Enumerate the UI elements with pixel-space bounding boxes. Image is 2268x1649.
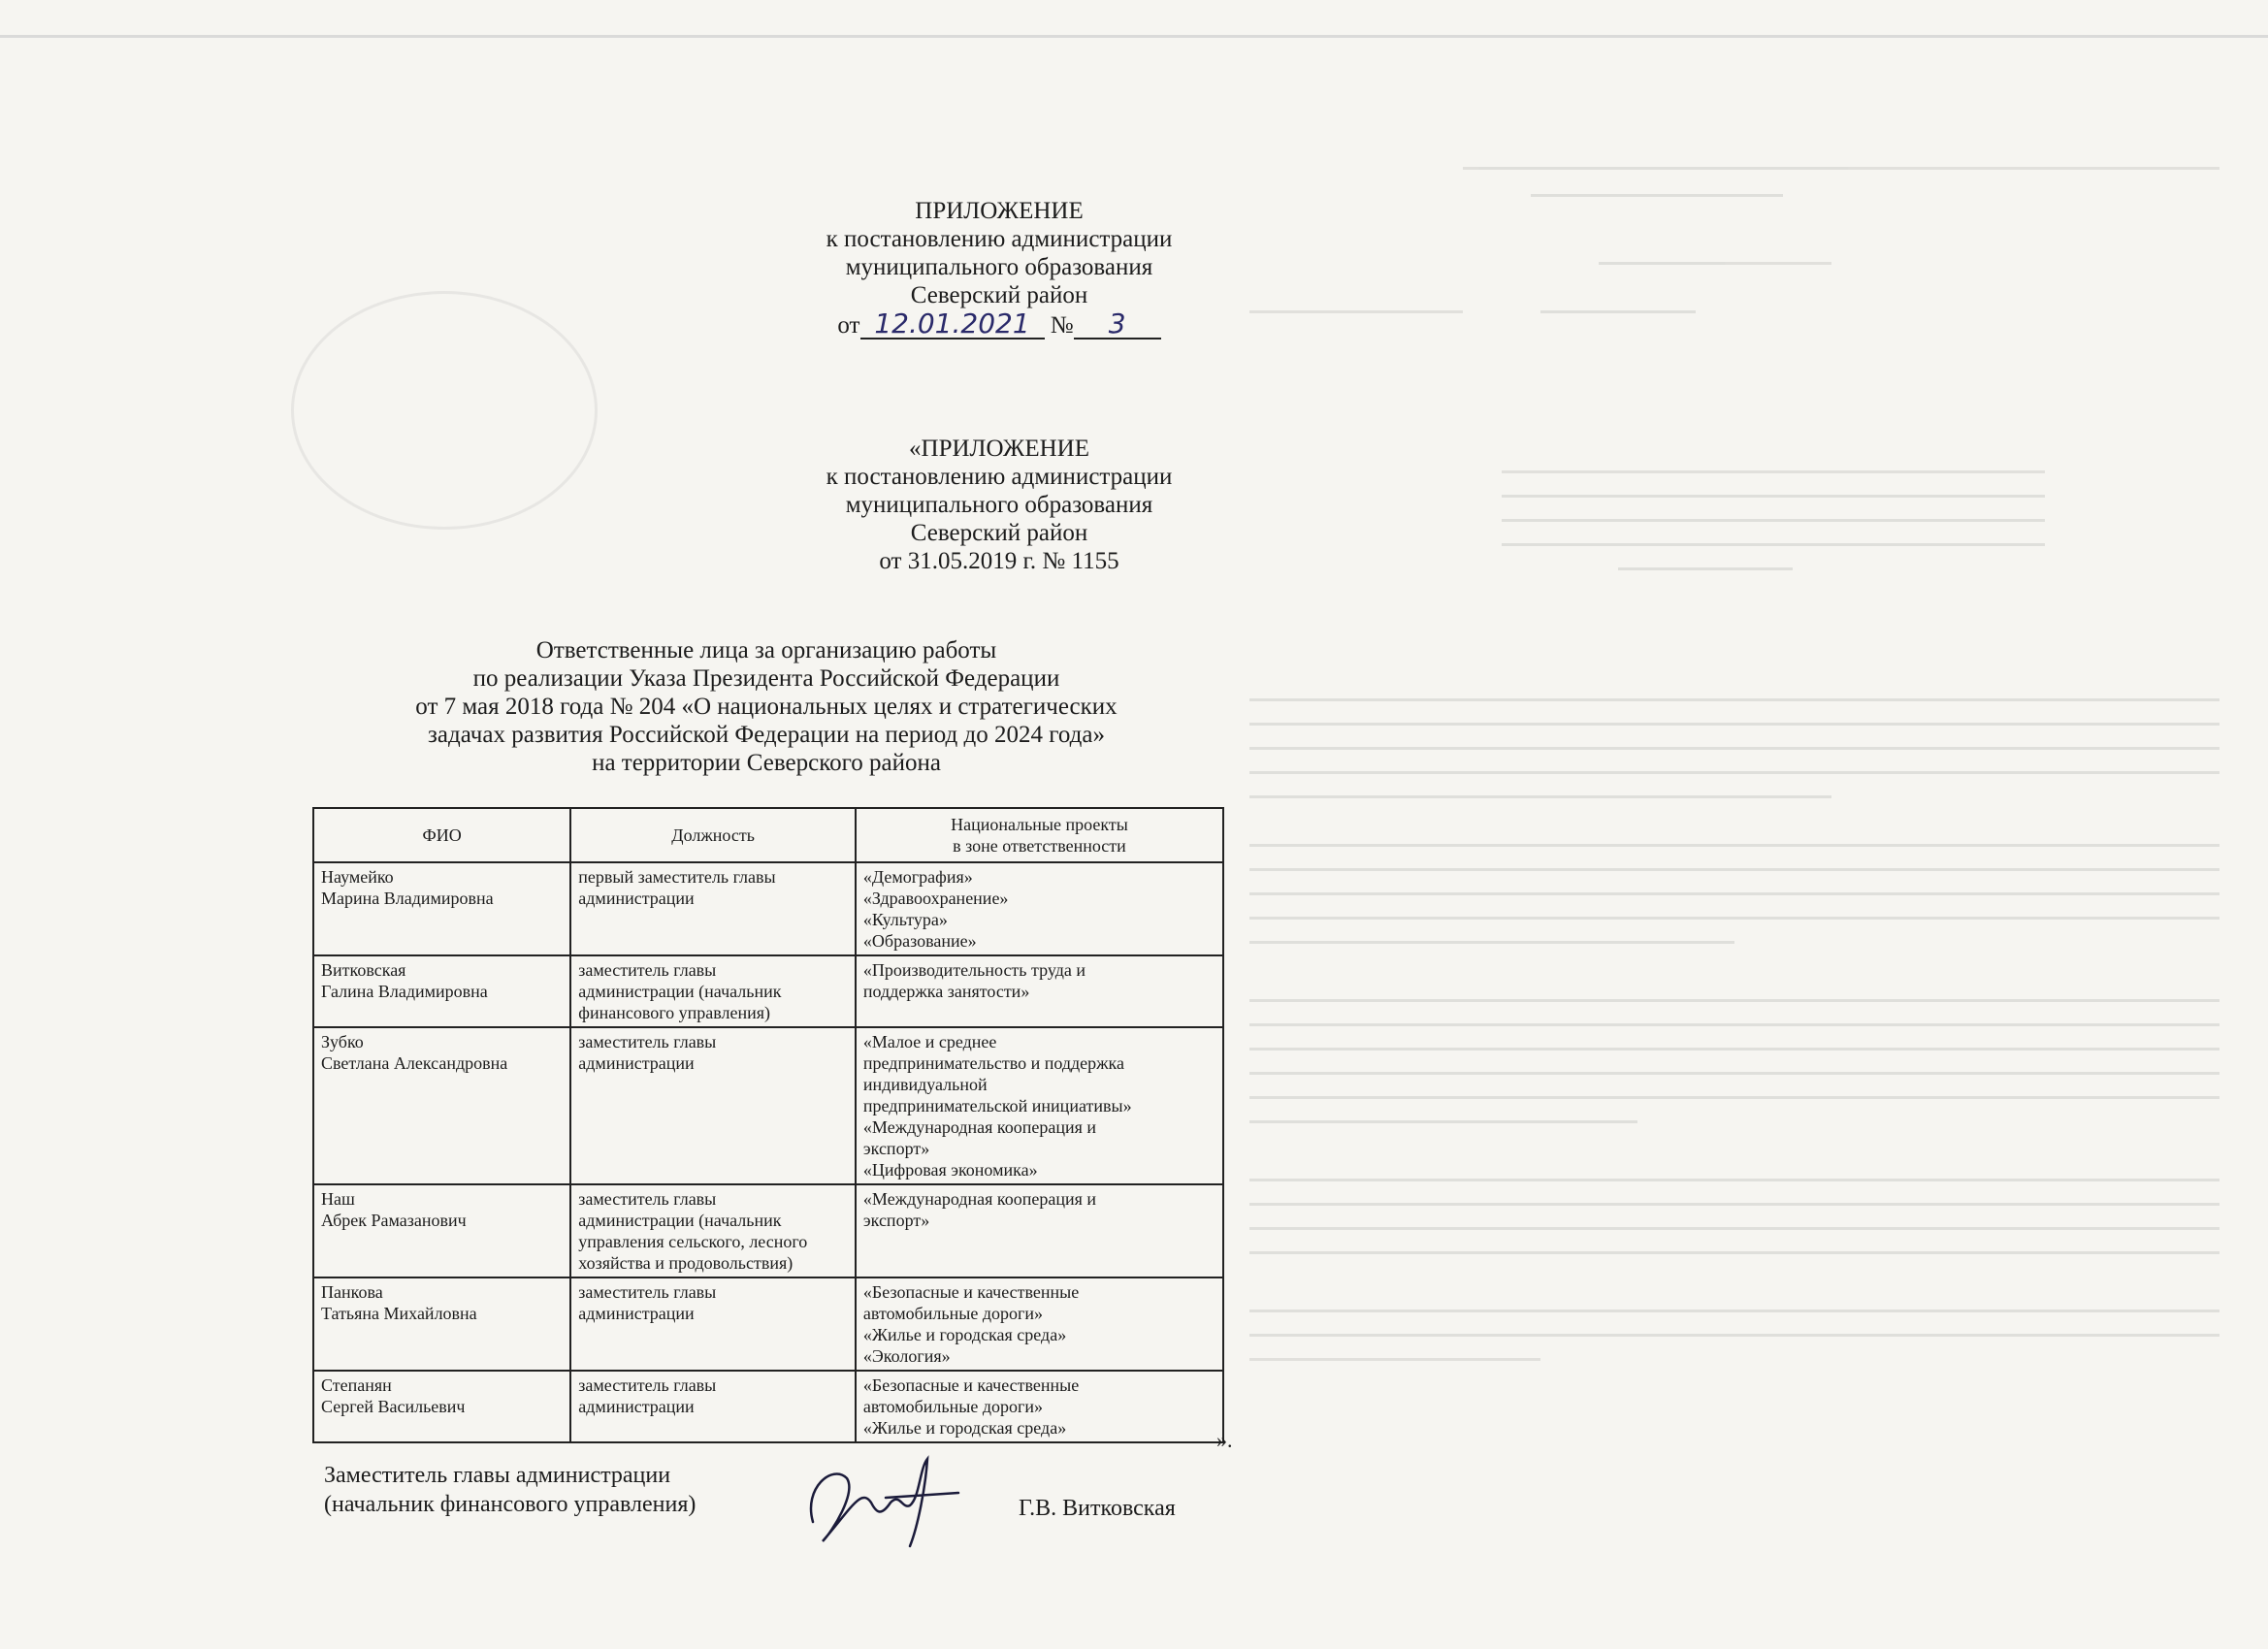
previous-appendix-line: от 31.05.2019 г. № 1155 <box>879 548 1119 574</box>
table-row <box>313 1027 1223 1184</box>
title-line: задачах развития Российской Федерации на период до 2024 года» <box>428 722 1105 748</box>
cell-name-line: Наумейко <box>321 867 394 887</box>
closing-quote: ». <box>1216 1428 1233 1452</box>
cell-projects-line: «Цифровая экономика» <box>862 1160 1038 1180</box>
handwritten-date: 12.01.2021 <box>860 309 1045 340</box>
cell-position-line: администрации <box>578 1304 695 1323</box>
cell-position <box>570 1371 856 1442</box>
table-row <box>313 862 1223 955</box>
cell-projects-line: «Жилье и городская среда» <box>862 1325 1067 1344</box>
cell-name-line: Светлана Александровна <box>321 1053 508 1073</box>
cell-position <box>570 862 856 955</box>
signature-block <box>324 1461 1246 1548</box>
bleed-through-seal <box>291 291 598 530</box>
title-line: Ответственные лица за организацию работы <box>535 637 997 663</box>
document-title <box>340 636 1193 777</box>
cell-projects-line: индивидуальной <box>862 1075 988 1094</box>
header-position: Должность <box>570 808 856 862</box>
cell-name-line: Галина Владимировна <box>321 982 488 1001</box>
cell-position-line: финансового управления) <box>578 1003 771 1022</box>
header-projects-line: в зоне ответственности <box>953 836 1126 856</box>
cell-position-line: администрации <box>578 1053 695 1073</box>
cell-position-line: хозяйства и продовольствия) <box>578 1253 794 1273</box>
cell-name <box>313 1277 570 1371</box>
title-line: на территории Северского района <box>592 750 941 776</box>
cell-position-line: заместитель главы <box>578 960 717 980</box>
title-line: по реализации Указа Президента Российской Федерации <box>472 665 1060 692</box>
appendix-line: Северский район <box>910 282 1088 308</box>
cell-projects <box>856 1027 1223 1184</box>
signatory-position-line: (начальник финансового управления) <box>324 1492 697 1517</box>
table-row <box>313 955 1223 1027</box>
signatory-position-line: Заместитель главы администрации <box>324 1463 671 1488</box>
from-label: от <box>837 312 860 339</box>
cell-projects-line: «Экология» <box>862 1346 951 1366</box>
appendix-line: ПРИЛОЖЕНИЕ <box>915 198 1084 224</box>
appendix-line: к постановлению администрации <box>826 226 1173 252</box>
appendix-heading <box>757 197 1242 340</box>
cell-projects <box>856 1277 1223 1371</box>
cell-name <box>313 862 570 955</box>
cell-position-line: управления сельского, лесного <box>578 1232 808 1251</box>
cell-position-line: заместитель главы <box>578 1282 717 1302</box>
title-line: от 7 мая 2018 года № 204 «О национальных целях и стратегических <box>415 694 1118 720</box>
cell-projects-line: «Международная кооперация и <box>862 1189 1097 1209</box>
cell-name-line: Сергей Васильевич <box>321 1397 466 1416</box>
cell-projects-line: автомобильные дороги» <box>862 1304 1044 1323</box>
header-projects-line: Национальные проекты <box>951 815 1128 834</box>
previous-appendix-heading <box>757 435 1242 575</box>
cell-position <box>570 1277 856 1371</box>
cell-name <box>313 955 570 1027</box>
number-label: № <box>1050 312 1074 339</box>
cell-position-line: администрации (начальник <box>578 982 782 1001</box>
cell-name-line: Витковская <box>321 960 406 980</box>
cell-position-line: администрации <box>578 1397 695 1416</box>
appendix-date-line <box>757 309 1242 340</box>
cell-position-line: первый заместитель главы <box>578 867 776 887</box>
header-projects <box>856 808 1223 862</box>
cell-name <box>313 1184 570 1277</box>
previous-appendix-line: Северский район <box>910 520 1088 546</box>
cell-position <box>570 1184 856 1277</box>
handwritten-number: 3 <box>1074 309 1161 340</box>
cell-name-line: Панкова <box>321 1282 383 1302</box>
cell-projects-line: «Здравоохранение» <box>862 889 1009 908</box>
header-fio: ФИО <box>313 808 570 862</box>
cell-projects-line: экспорт» <box>862 1211 930 1230</box>
cell-name-line: Марина Владимировна <box>321 889 494 908</box>
cell-projects-line: предпринимательство и поддержка <box>862 1053 1125 1073</box>
signatory-name: Г.В. Витковская <box>1019 1496 1176 1521</box>
responsibility-table <box>312 807 1224 1443</box>
cell-position <box>570 955 856 1027</box>
cell-name-line: Татьяна Михайловна <box>321 1304 477 1323</box>
cell-name-line: Наш <box>321 1189 355 1209</box>
cell-name <box>313 1371 570 1442</box>
cell-projects <box>856 1371 1223 1442</box>
handwritten-signature <box>794 1449 968 1556</box>
cell-projects-line: экспорт» <box>862 1139 930 1158</box>
cell-projects-line: «Культура» <box>862 910 948 929</box>
cell-projects-line: «Жилье и городская среда» <box>862 1418 1067 1438</box>
cell-projects-line: «Демография» <box>862 867 973 887</box>
table-header-row <box>313 808 1223 862</box>
cell-position <box>570 1027 856 1184</box>
cell-position-line: заместитель главы <box>578 1032 717 1051</box>
previous-appendix-line: «ПРИЛОЖЕНИЕ <box>909 436 1089 462</box>
cell-projects <box>856 1184 1223 1277</box>
cell-name-line: Степанян <box>321 1375 392 1395</box>
appendix-line: муниципального образования <box>845 254 1153 280</box>
cell-projects-line: «Образование» <box>862 931 977 951</box>
cell-projects-line: «Безопасные и качественные <box>862 1375 1080 1395</box>
cell-projects <box>856 862 1223 955</box>
cell-position-line: администрации (начальник <box>578 1211 782 1230</box>
cell-projects-line: поддержка занятости» <box>862 982 1030 1001</box>
previous-appendix-line: к постановлению администрации <box>826 464 1173 490</box>
cell-projects-line: «Производительность труда и <box>862 960 1085 980</box>
cell-position-line: заместитель главы <box>578 1189 717 1209</box>
table-row <box>313 1184 1223 1277</box>
table-row <box>313 1277 1223 1371</box>
previous-appendix-line: муниципального образования <box>845 492 1153 518</box>
signatory-position <box>324 1461 696 1519</box>
cell-projects-line: «Безопасные и качественные <box>862 1282 1080 1302</box>
table-body <box>313 862 1223 1442</box>
bleed-through-text <box>1211 0 2268 1649</box>
scan-edge-noise <box>0 35 2268 38</box>
cell-projects-line: автомобильные дороги» <box>862 1397 1044 1416</box>
cell-name <box>313 1027 570 1184</box>
cell-projects-line: предпринимательской инициативы» <box>862 1096 1132 1116</box>
table-row <box>313 1371 1223 1442</box>
cell-projects-line: «Малое и среднее <box>862 1032 997 1051</box>
cell-name-line: Зубко <box>321 1032 364 1051</box>
cell-projects-line: «Международная кооперация и <box>862 1117 1097 1137</box>
cell-name-line: Абрек Рамазанович <box>321 1211 467 1230</box>
cell-projects <box>856 955 1223 1027</box>
cell-position-line: заместитель главы <box>578 1375 717 1395</box>
cell-position-line: администрации <box>578 889 695 908</box>
